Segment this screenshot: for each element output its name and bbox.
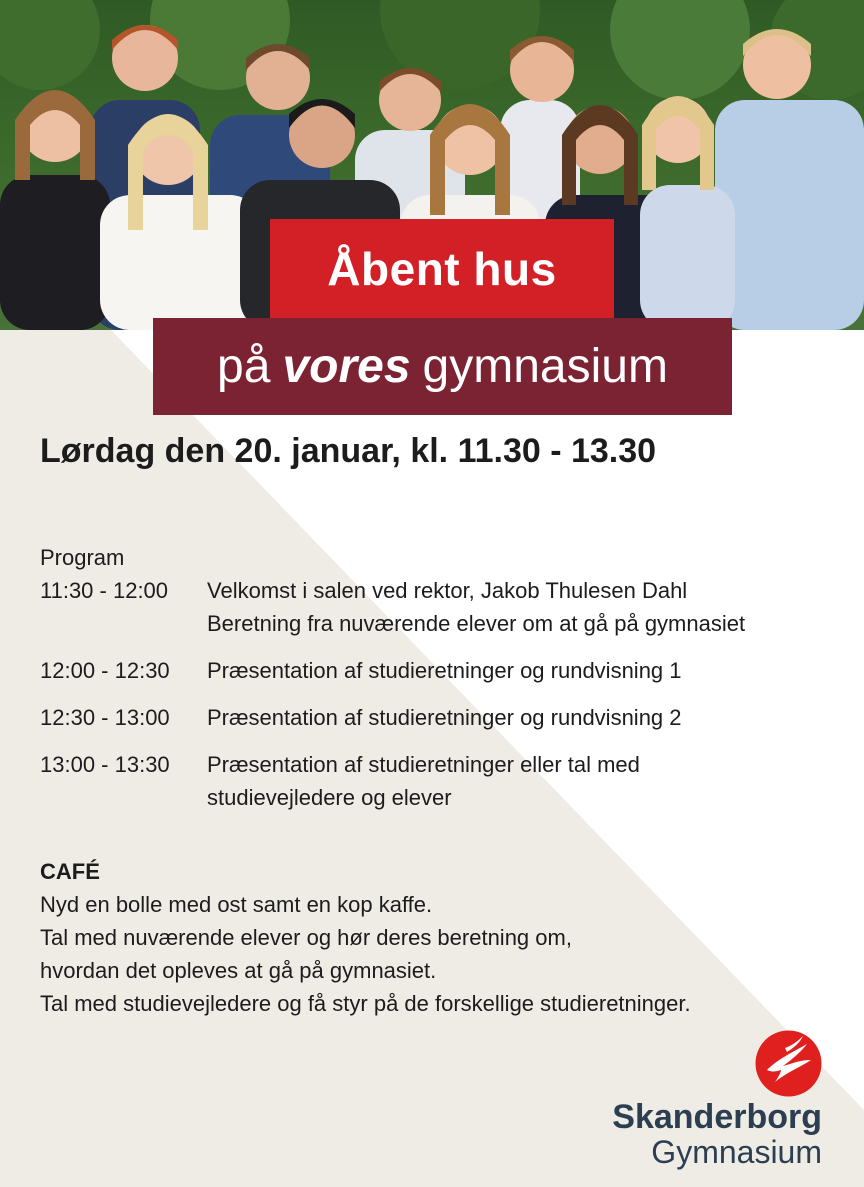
logo-name: Skanderborg [612,1098,822,1136]
school-logo [600,1030,830,1170]
program-section [40,541,840,828]
program-item-time: 12:00 - 12:30 [40,658,170,683]
program-heading: Program [40,545,125,570]
program-item [40,654,840,687]
title-primary-box [270,219,614,318]
program-item [40,701,840,734]
cafe-heading: CAFÉ [40,859,100,884]
program-item-line: Præsentation af studieretninger eller tal med [207,752,640,777]
title-secondary-before: på [217,340,271,393]
title-secondary-emphasis: vores [282,340,411,393]
event-date: Lørdag den 20. januar, kl. 11.30 - 13.30 [40,432,657,470]
logo-subtitle: Gymnasium [651,1134,822,1170]
program-item-description [207,574,745,640]
title-primary: Åbent hus [327,242,557,295]
program-item-time: 12:30 - 13:00 [40,705,170,730]
program-item-description [207,701,682,734]
program-item-line: Beretning fra nuværende elever om at gå på gymnasiet [207,611,746,636]
program-item-description [207,654,682,687]
program-item-line: Velkomst i salen ved rektor, Jakob Thulesen Dahl [207,578,688,603]
program-item [40,748,840,814]
program-item-line: studievejledere og elever [207,785,452,810]
program-item [40,574,840,640]
cafe-line: Nyd en bolle med ost samt en kop kaffe. [40,892,433,917]
cafe-section [40,855,691,1020]
program-item-time: 13:00 - 13:30 [40,752,170,777]
title-secondary-after: gymnasium [422,340,668,393]
program-item-description [207,748,640,814]
bird-emblem-icon [755,1030,822,1097]
program-item-line: Præsentation af studieretninger og rundvisning 1 [207,658,682,683]
title-secondary-box [153,318,732,415]
program-item-time: 11:30 - 12:00 [40,578,169,603]
program-item-line: Præsentation af studieretninger og rundvisning 2 [207,705,682,730]
cafe-line: Tal med nuværende elever og hør deres beretning om, [40,925,572,950]
cafe-line: Tal med studievejledere og få styr på de forskellige studieretninger. [40,991,691,1016]
cafe-line: hvordan det opleves at gå på gymnasiet. [40,958,437,983]
